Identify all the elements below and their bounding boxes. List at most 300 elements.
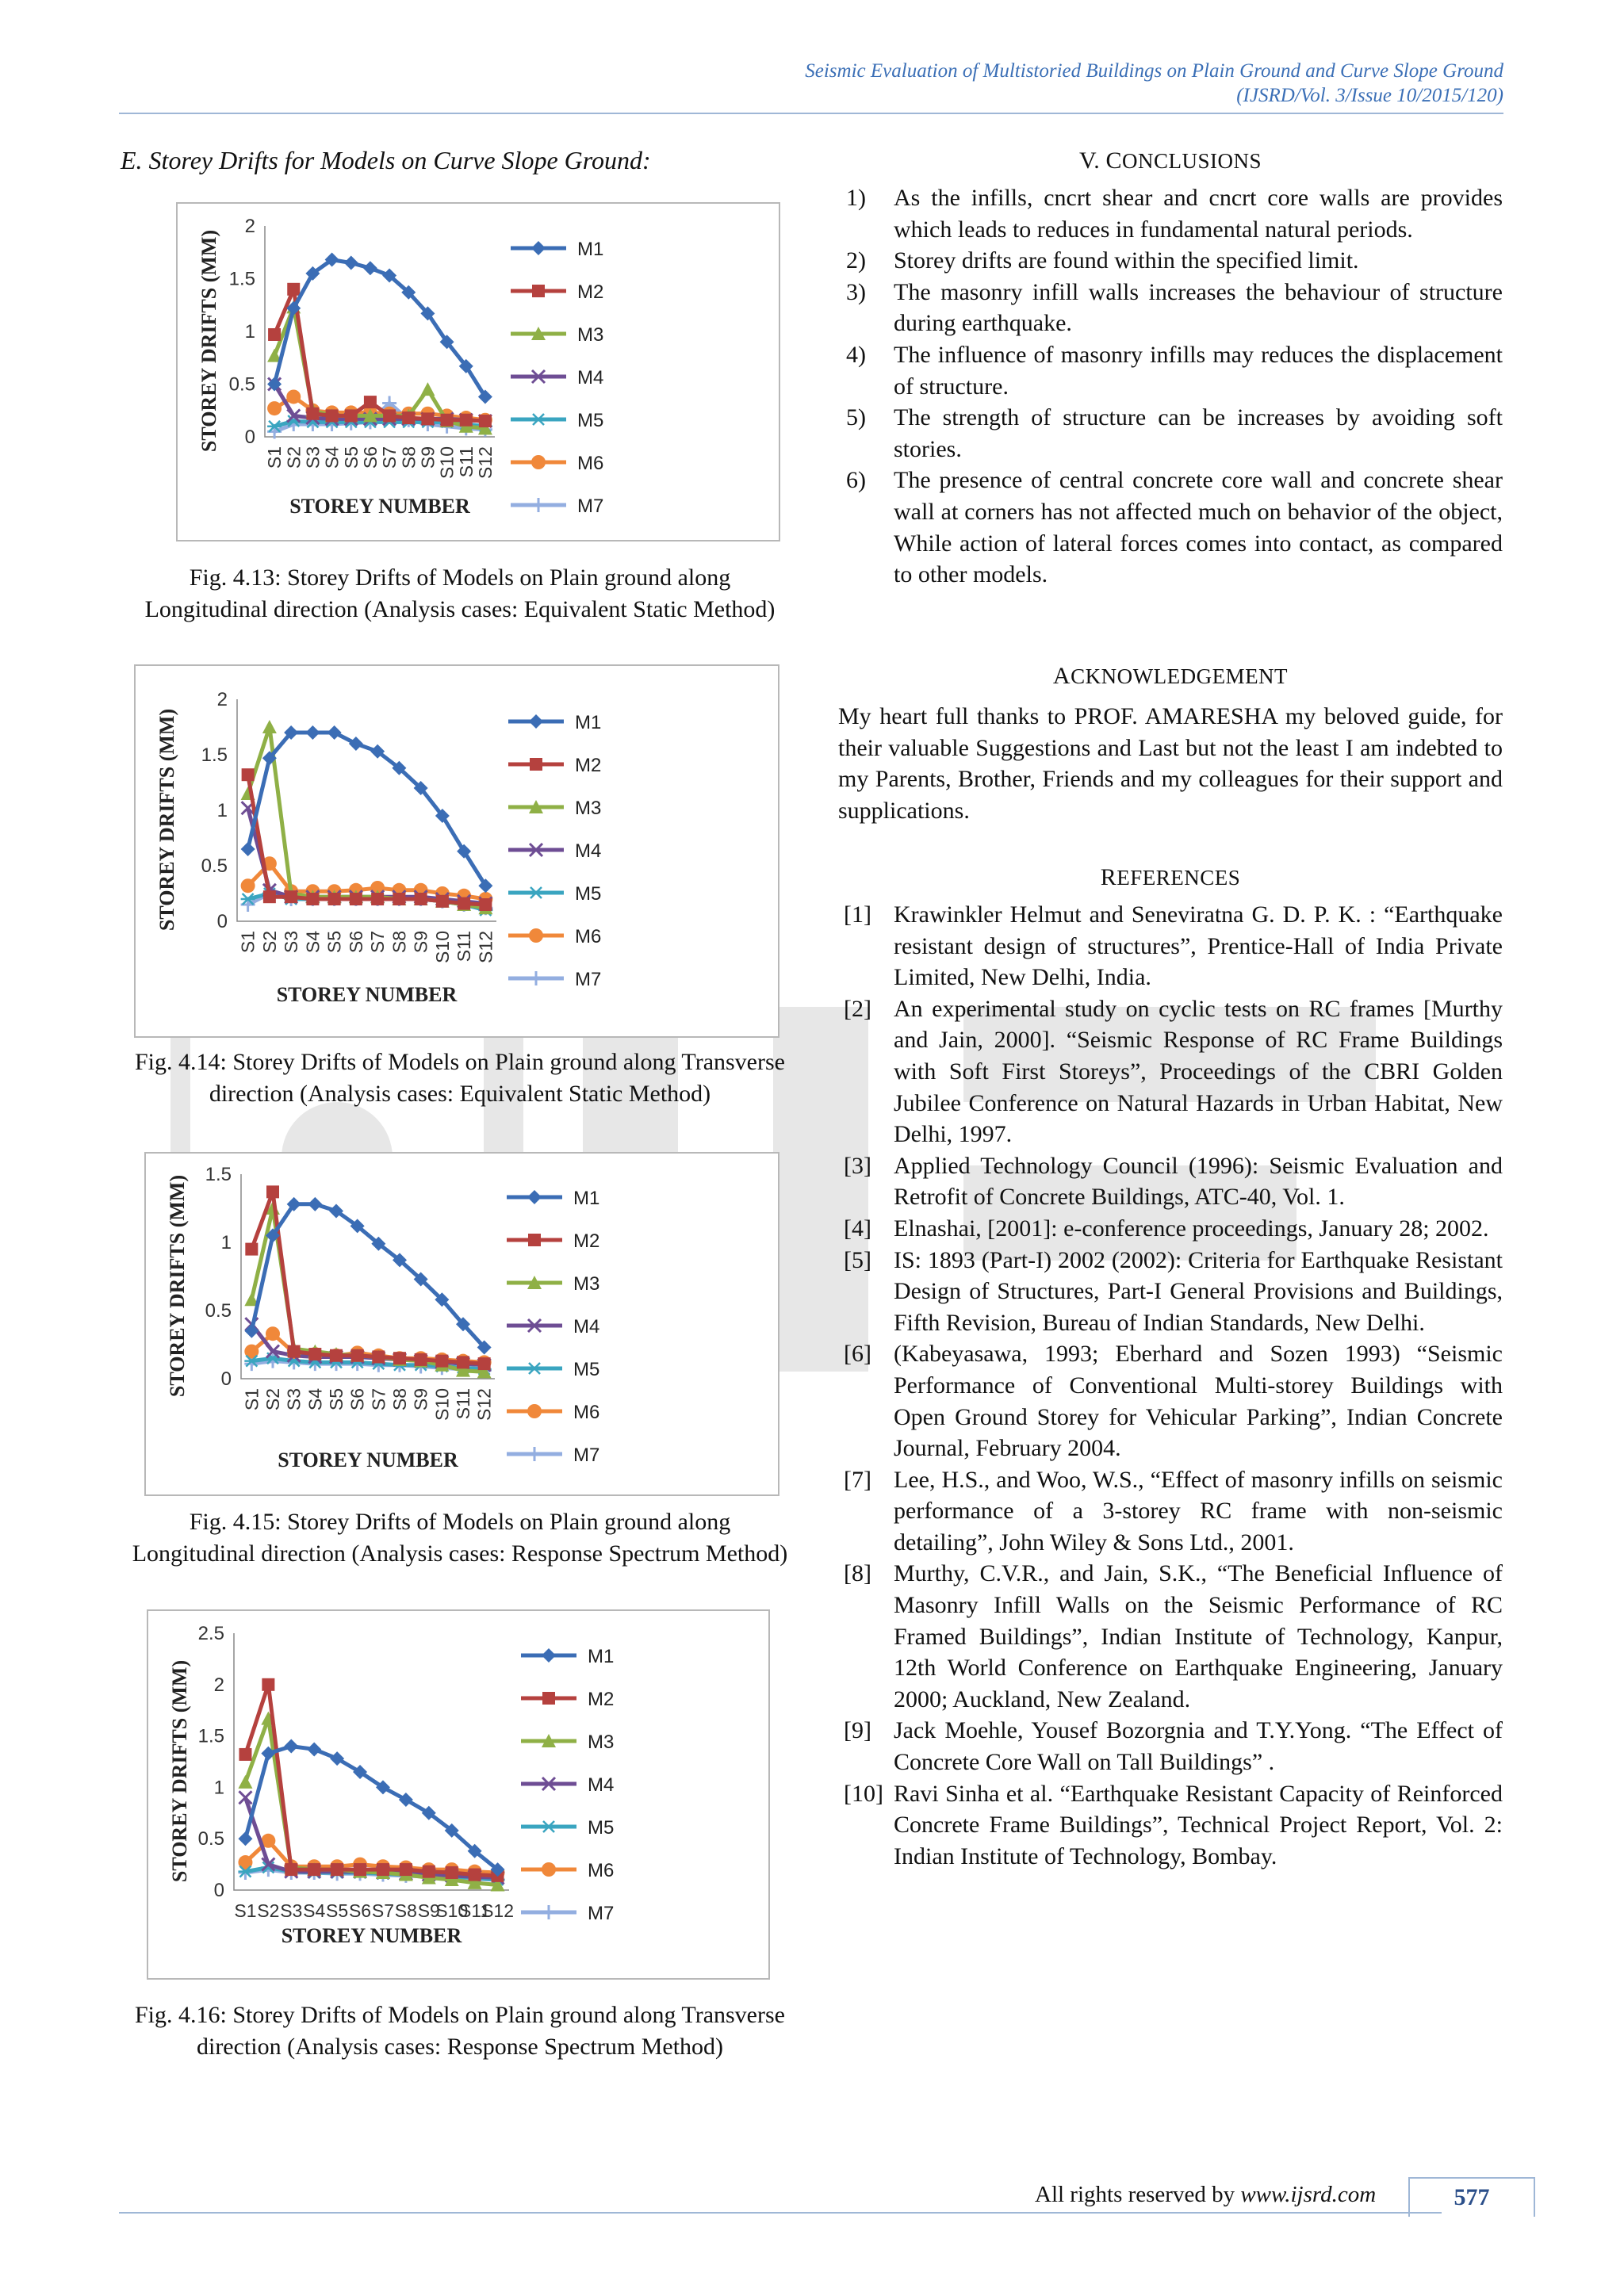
reference-number: [5] xyxy=(844,1246,871,1273)
data-point xyxy=(377,1863,389,1876)
legend-label: M7 xyxy=(588,1903,615,1924)
reference-text: Ravi Sinha et al. “Earthquake Resistant Capacity of Reinforced Concrete Frame Buildings”, Technical Project Report, Vol. 2: Indian Institute of Technology, Bombay. xyxy=(894,1780,1503,1869)
legend-label: M4 xyxy=(577,367,604,388)
legend-item xyxy=(511,324,603,346)
data-point xyxy=(479,415,492,427)
data-point xyxy=(344,256,358,270)
data-point xyxy=(458,897,470,910)
data-point xyxy=(328,893,341,905)
legend-marker xyxy=(527,1190,542,1204)
reference-text: Lee, H.S., and Woo, W.S., “Effect of masonry infills on seismic performance of a 3-storey RC frame with non-seismic detailing”, John Wiley & Sons Ltd., 2001. xyxy=(894,1466,1503,1556)
legend-item xyxy=(521,1903,614,1924)
y-axis-label: STOREY DRIFTS (MM) xyxy=(197,229,220,453)
y-tick-label: 1.5 xyxy=(201,744,228,766)
x-tick-label: S8 xyxy=(394,1900,417,1921)
series-m3 xyxy=(267,300,492,434)
legend-marker xyxy=(529,714,543,729)
reference-item xyxy=(838,1150,1503,1213)
reference-number: [4] xyxy=(844,1215,871,1242)
reference-text: Jack Moehle, Yousef Bozorgnia and T.Y.Yong. “The Effect of Concrete Core Wall on Tall Buildings” . xyxy=(894,1717,1503,1776)
legend-item xyxy=(508,926,601,947)
data-point xyxy=(241,842,255,856)
data-point xyxy=(308,1197,322,1211)
data-point xyxy=(239,1748,251,1761)
y-tick-label: 2 xyxy=(213,1674,224,1696)
data-point xyxy=(285,890,297,903)
x-tick-label: S9 xyxy=(417,1900,440,1921)
legend-label: M5 xyxy=(577,410,604,431)
series-line xyxy=(248,733,486,886)
conclusion-number: 4) xyxy=(846,341,866,368)
legend-item xyxy=(508,712,601,733)
legend-item xyxy=(511,453,603,474)
legend-label: M1 xyxy=(588,1646,615,1667)
reference-number: [10] xyxy=(844,1780,883,1807)
legend-item xyxy=(507,1316,599,1337)
x-tick-label: S9 xyxy=(417,446,439,469)
chart-axes xyxy=(241,1174,495,1379)
legend-marker xyxy=(532,285,545,297)
x-tick-label: S12 xyxy=(475,931,496,963)
conclusion-item xyxy=(838,339,1503,402)
data-point xyxy=(245,1243,258,1256)
legend-item xyxy=(507,1359,599,1380)
y-tick-label: 1 xyxy=(216,800,228,821)
legend-label: M4 xyxy=(575,840,602,862)
conclusion-item xyxy=(838,277,1503,339)
data-point xyxy=(393,1352,406,1364)
reference-text: An experimental study on cyclic tests on RC frames [Murthy and Jain, 2000]. “Seismic Response of RC Frame Buildings with Soft First Storeys”, Proceedings of the CBRI Golden Jubilee Conference on Natural Hazards in Urban Habitat, New Delhi, 1997. xyxy=(894,995,1503,1148)
caption-fig-4-13: Fig. 4.13: Storey Drifts of Models on Plain ground along Longitudinal direction (Analysis cases: Equivalent Static Method) xyxy=(144,564,776,622)
legend-marker xyxy=(542,1905,556,1919)
conclusion-number: 6) xyxy=(846,467,866,494)
header-title: Seismic Evaluation of Multistoried Buildings on Plain Ground and Curve Slope Ground xyxy=(805,60,1503,82)
y-tick-label: 0 xyxy=(216,911,228,932)
conclusions-section xyxy=(838,147,1503,591)
header-citation: (IJSRD/Vol. 3/Issue 10/2015/120) xyxy=(1236,85,1503,106)
x-tick-label: S4 xyxy=(304,1388,326,1411)
legend-label: M5 xyxy=(575,883,602,905)
legend-label: M3 xyxy=(588,1732,615,1753)
x-axis-label: STOREY NUMBER xyxy=(276,983,458,1006)
y-tick-label: 0.5 xyxy=(201,855,228,877)
data-point xyxy=(457,1356,469,1368)
x-tick-label: S11 xyxy=(459,1900,491,1921)
x-tick-label: S9 xyxy=(410,931,431,954)
y-tick-label: 0.5 xyxy=(228,373,255,396)
data-point xyxy=(479,898,492,911)
x-tick-label: S12 xyxy=(481,1900,515,1921)
conclusions-heading: V. CONCLUSIONS xyxy=(1078,147,1262,174)
legend-label: M1 xyxy=(575,712,602,733)
reference-text: Applied Technology Council (1996): Seismic Evaluation and Retrofit of Concrete Buildings, ATC-40, Vol. 1. xyxy=(894,1152,1503,1211)
legend-item xyxy=(511,367,603,388)
legend-item xyxy=(508,969,601,990)
legend-label: M6 xyxy=(577,453,604,474)
legend-item xyxy=(508,755,601,776)
data-point xyxy=(402,411,415,424)
x-tick-label: S2 xyxy=(283,446,304,469)
data-point xyxy=(305,725,320,740)
reference-text: Krawinkler Helmut and Seneviratna G. D. P. K. : “Earthquake resistant design of structures”, Prentice-Hall of India Private Limited, New Delhi, India. xyxy=(894,901,1503,991)
legend-marker xyxy=(529,887,543,898)
reference-number: [2] xyxy=(844,995,871,1022)
data-point xyxy=(287,283,300,296)
data-point xyxy=(420,382,435,396)
page-number: 577 xyxy=(1408,2177,1535,2217)
data-point xyxy=(363,261,377,275)
data-point xyxy=(263,890,276,903)
data-point xyxy=(349,737,363,751)
x-tick-label: S7 xyxy=(371,1900,395,1921)
conclusion-text: The masonry infill walls increases the behaviour of structure during earthquake. xyxy=(894,278,1503,337)
legend-item xyxy=(521,1689,614,1710)
legend-marker xyxy=(542,1821,556,1832)
reference-text: Murthy, C.V.R., and Jain, S.K., “The Beneficial Influence of Masonry Infill Walls on the Seismic Performance of RC Framed Buildings”, Indian Institute of Technology, Kanpur, 12th World Conference on Earthquake Engineering, January 2000; Auckland, New Zealand. xyxy=(894,1560,1503,1712)
conclusion-item xyxy=(838,245,1503,277)
x-tick-label: S12 xyxy=(474,446,496,479)
legend-label: M2 xyxy=(573,1230,600,1252)
x-tick-label: S12 xyxy=(473,1388,495,1421)
x-tick-label: S3 xyxy=(283,1388,304,1411)
acknowledgement-section xyxy=(838,663,1503,826)
data-point xyxy=(423,1866,435,1878)
legend-item xyxy=(521,1860,614,1881)
data-point xyxy=(415,893,427,905)
legend-label: M1 xyxy=(577,239,604,260)
data-point xyxy=(345,409,358,422)
conclusion-number: 3) xyxy=(846,278,866,305)
chart-svg xyxy=(146,1154,778,1494)
x-tick-label: S8 xyxy=(389,1388,410,1411)
data-point xyxy=(351,1349,364,1362)
y-tick-label: 1 xyxy=(244,321,255,342)
legend-item xyxy=(511,410,603,431)
chart-svg xyxy=(136,666,778,1036)
y-tick-label: 1.5 xyxy=(197,1725,224,1747)
data-point xyxy=(372,1350,385,1363)
y-tick-label: 2.5 xyxy=(197,1623,224,1644)
legend-marker xyxy=(530,758,542,771)
reference-number: [6] xyxy=(844,1341,871,1368)
x-tick-label: S2 xyxy=(262,1388,283,1411)
chart-fig-4-16 xyxy=(147,1609,770,1980)
legend-item xyxy=(521,1646,614,1667)
references-heading: REFERENCES xyxy=(1100,864,1241,890)
x-axis-label: STOREY NUMBER xyxy=(278,1448,458,1471)
reference-number: [7] xyxy=(844,1466,871,1493)
data-point xyxy=(268,328,281,341)
x-tick-label: S5 xyxy=(340,446,362,469)
x-tick-label: S2 xyxy=(257,1900,280,1921)
caption-fig-4-15: Fig. 4.15: Storey Drifts of Models on Plain ground along Longitudinal direction (Analysis cases: Response Spectrum Method) xyxy=(132,1509,788,1567)
legend-item xyxy=(511,496,603,517)
legend-marker xyxy=(527,1363,542,1374)
x-tick-label: S3 xyxy=(281,931,302,954)
x-tick-label: S6 xyxy=(359,446,381,469)
conclusions-list xyxy=(838,182,1503,591)
legend-item xyxy=(511,281,603,303)
footer-prefix: All rights reserved by xyxy=(1035,2182,1241,2207)
legend-marker xyxy=(531,241,546,255)
series-line xyxy=(274,289,485,421)
x-tick-label: S5 xyxy=(326,1900,349,1921)
data-point xyxy=(331,1863,343,1876)
data-point xyxy=(262,1678,274,1691)
data-point xyxy=(383,409,396,422)
acknowledgement-text: My heart full thanks to PROF. AMARESHA my beloved guide, for their valuable Suggestions and Last but not the least I am indebted to my Parents, Brother, Friends and my colleagues for their support and supplications. xyxy=(838,703,1503,824)
section-title: E. Storey Drifts for Models on Curve Slope Ground: xyxy=(121,146,651,174)
data-point xyxy=(306,408,319,420)
data-point xyxy=(441,414,454,427)
x-tick-label: S5 xyxy=(326,1388,347,1411)
y-tick-label: 1 xyxy=(213,1777,224,1799)
legend-label: M5 xyxy=(573,1359,600,1380)
x-tick-label: S1 xyxy=(234,1900,257,1921)
y-tick-label: 0 xyxy=(213,1880,224,1901)
data-point xyxy=(306,893,319,905)
data-point xyxy=(284,1739,298,1754)
reference-number: [3] xyxy=(844,1152,871,1179)
legend-marker xyxy=(528,1234,541,1246)
data-point xyxy=(242,768,255,781)
data-point xyxy=(241,878,255,893)
running-header xyxy=(805,59,1503,108)
data-point xyxy=(436,895,449,908)
data-point xyxy=(415,1353,427,1366)
data-point xyxy=(371,893,384,905)
data-point xyxy=(421,412,434,425)
y-tick-label: 2 xyxy=(244,216,255,237)
references-section xyxy=(838,864,1503,1872)
data-point xyxy=(446,1866,458,1879)
data-point xyxy=(307,1742,321,1756)
reference-item xyxy=(838,993,1503,1150)
y-axis-label: STOREY DRIFTS (MM) xyxy=(166,1174,189,1398)
legend-item xyxy=(507,1188,599,1209)
x-tick-label: S10 xyxy=(436,446,458,479)
legend-marker xyxy=(531,498,546,512)
header-rule xyxy=(119,113,1503,114)
x-tick-label: S11 xyxy=(455,446,477,478)
x-tick-label: S10 xyxy=(431,931,453,963)
x-tick-label: S6 xyxy=(347,1388,368,1411)
legend-marker xyxy=(529,971,543,985)
data-point xyxy=(364,396,377,408)
data-point xyxy=(285,1863,297,1876)
legend-item xyxy=(521,1732,614,1753)
reference-item xyxy=(838,1778,1503,1873)
y-tick-label: 1 xyxy=(220,1232,232,1253)
x-tick-label: S8 xyxy=(389,931,410,954)
x-tick-label: S10 xyxy=(431,1388,453,1421)
x-tick-label: S5 xyxy=(324,931,345,954)
conclusion-text: The presence of central concrete core wall and concrete shear wall at corners has not affected much on behavior of the object, While action of lateral forces comes into contact, as compared to other models. xyxy=(894,467,1503,588)
legend-label: M7 xyxy=(573,1445,600,1466)
data-point xyxy=(308,1863,320,1876)
reference-text: (Kabeyasawa, 1993; Eberhard and Sozen 1993) “Seismic Performance of Conventional Multi-storey Buildings with Open Ground Storey for Vehicular Parking”, Indian Concrete Journal, February 2004. xyxy=(894,1341,1503,1462)
conclusion-number: 1) xyxy=(846,185,866,211)
data-point xyxy=(478,1357,491,1370)
legend-label: M6 xyxy=(575,926,602,947)
legend-label: M6 xyxy=(573,1402,600,1423)
legend-item xyxy=(508,840,601,862)
legend-item xyxy=(507,1230,599,1252)
conclusion-text: The influence of masonry infills may reduces the displacement of structure. xyxy=(894,341,1503,400)
footer-site-link[interactable]: www.ijsrd.com xyxy=(1240,2182,1377,2207)
x-tick-label: S9 xyxy=(410,1388,431,1411)
conclusion-number: 5) xyxy=(846,404,866,431)
legend-item xyxy=(508,798,601,819)
legend-marker xyxy=(542,1648,556,1663)
legend-label: M5 xyxy=(588,1817,615,1839)
x-tick-label: S10 xyxy=(435,1900,469,1921)
y-tick-label: 1.5 xyxy=(228,268,255,290)
x-tick-label: S7 xyxy=(367,931,389,954)
x-tick-label: S4 xyxy=(302,931,324,954)
chart-svg xyxy=(178,204,779,540)
legend-marker xyxy=(531,414,546,425)
data-point xyxy=(286,389,301,404)
reference-item xyxy=(838,1464,1503,1559)
legend-marker xyxy=(542,1692,555,1705)
legend-item xyxy=(507,1445,599,1466)
data-point xyxy=(262,720,277,733)
legend-label: M4 xyxy=(573,1316,600,1337)
legend-marker xyxy=(527,1404,542,1418)
legend-item xyxy=(511,239,603,260)
legend-label: M3 xyxy=(573,1273,600,1295)
legend-label: M3 xyxy=(577,324,604,346)
reference-number: [9] xyxy=(844,1717,871,1744)
y-tick-label: 0 xyxy=(244,427,255,448)
x-tick-label: S11 xyxy=(453,1388,473,1420)
legend-item xyxy=(521,1774,614,1796)
data-point xyxy=(393,893,405,905)
legend-item xyxy=(507,1402,599,1423)
data-point xyxy=(238,1831,252,1846)
footer-rule xyxy=(119,2212,1442,2214)
x-tick-label: S11 xyxy=(454,931,475,962)
data-point xyxy=(238,1775,252,1789)
legend-item xyxy=(507,1273,599,1295)
legend-item xyxy=(508,883,601,905)
data-point xyxy=(267,401,282,415)
reference-item xyxy=(838,1213,1503,1245)
legend-label: M2 xyxy=(577,281,604,303)
conclusion-text: The strength of structure can be increases by avoiding soft stories. xyxy=(894,404,1503,462)
legend-label: M2 xyxy=(588,1689,615,1710)
reference-item xyxy=(838,899,1503,993)
y-tick-label: 2 xyxy=(216,689,228,710)
data-point xyxy=(350,893,362,905)
legend-label: M2 xyxy=(575,755,602,776)
x-tick-label: S8 xyxy=(398,446,419,469)
data-point xyxy=(330,1349,343,1362)
y-tick-label: 0.5 xyxy=(205,1300,232,1322)
legend-marker xyxy=(529,928,543,943)
footer-rights xyxy=(1035,2182,1376,2208)
reference-text: IS: 1893 (Part-I) 2002 (2002): Criteria for Earthquake Resistant Design of Structures, Part-I General Provisions and Buildings, Fifth Revision, Bureau of Indian Standards, New Delhi. xyxy=(894,1246,1503,1336)
x-axis-label: STOREY NUMBER xyxy=(289,495,470,518)
legend-label: M7 xyxy=(577,496,604,517)
caption-fig-4-14: Fig. 4.14: Storey Drifts of Models on Plain ground along Transverse direction (Analysis cases: Equivalent Static Method) xyxy=(135,1049,785,1107)
caption-fig-4-16: Fig. 4.16: Storey Drifts of Models on Plain ground along Transverse direction (Analysis cases: Response Spectrum Method) xyxy=(135,2002,785,2060)
reference-text: Elnashai, [2001]: e-conference proceedings, January 28; 2002. xyxy=(894,1215,1489,1242)
chart-fig-4-13 xyxy=(176,202,780,541)
chart-fig-4-15 xyxy=(144,1152,779,1496)
legend-marker xyxy=(527,1447,542,1461)
reference-item xyxy=(838,1715,1503,1777)
y-tick-label: 1.5 xyxy=(205,1164,232,1185)
data-point xyxy=(469,1869,481,1881)
y-axis-label: STOREY DRIFTS (MM) xyxy=(168,1659,191,1883)
data-point xyxy=(326,409,339,422)
data-point xyxy=(266,1185,279,1198)
x-tick-label: S7 xyxy=(379,446,400,469)
legend-marker xyxy=(531,455,546,469)
data-point xyxy=(266,1326,280,1341)
series-line xyxy=(251,1204,484,1348)
x-tick-label: S3 xyxy=(280,1900,303,1921)
conclusion-item xyxy=(838,465,1503,590)
legend-label: M7 xyxy=(575,969,602,990)
x-tick-label: S7 xyxy=(368,1388,389,1411)
x-tick-label: S2 xyxy=(259,931,280,954)
chart-fig-4-14 xyxy=(134,664,779,1038)
x-tick-label: S1 xyxy=(237,931,259,954)
data-point xyxy=(435,1355,448,1368)
conclusion-text: As the infills, cncrt shear and cncrt core walls are provides which leads to reduces in fundamental natural periods. xyxy=(894,185,1503,243)
reference-item xyxy=(838,1558,1503,1715)
reference-item xyxy=(838,1338,1503,1464)
data-point xyxy=(460,414,473,427)
x-axis-label: STOREY NUMBER xyxy=(281,1924,462,1947)
data-point xyxy=(354,1863,366,1876)
reference-number: [1] xyxy=(844,901,871,928)
conclusion-text: Storey drifts are found within the specified limit. xyxy=(894,247,1359,274)
legend-label: M4 xyxy=(588,1774,615,1796)
data-point xyxy=(327,725,342,740)
conclusion-item xyxy=(838,402,1503,465)
conclusion-number: 2) xyxy=(846,247,866,274)
y-tick-label: 0.5 xyxy=(197,1828,224,1850)
y-axis-label: STOREY DRIFTS (MM) xyxy=(155,708,178,932)
x-tick-label: S4 xyxy=(303,1900,326,1921)
acknowledgement-heading: ACKNOWLEDGEMENT xyxy=(1052,663,1289,689)
x-tick-label: S6 xyxy=(348,1900,372,1921)
references-list xyxy=(838,899,1503,1872)
reference-number: [8] xyxy=(844,1560,871,1587)
conclusion-item xyxy=(838,182,1503,245)
data-point xyxy=(288,1345,301,1358)
x-tick-label: S1 xyxy=(241,1388,262,1411)
legend-marker xyxy=(542,1862,556,1877)
data-point xyxy=(308,1348,321,1360)
data-point xyxy=(244,1324,259,1338)
data-point xyxy=(400,1863,412,1876)
legend-item xyxy=(521,1817,614,1839)
x-tick-label: S6 xyxy=(345,931,366,954)
y-tick-label: 0 xyxy=(220,1368,232,1390)
x-tick-label: S4 xyxy=(321,446,343,469)
legend-label: M6 xyxy=(588,1860,615,1881)
x-tick-label: S1 xyxy=(264,446,285,469)
x-tick-label: S3 xyxy=(302,446,324,469)
legend-label: M1 xyxy=(573,1188,600,1209)
chart-svg xyxy=(148,1611,768,1978)
reference-item xyxy=(838,1245,1503,1339)
